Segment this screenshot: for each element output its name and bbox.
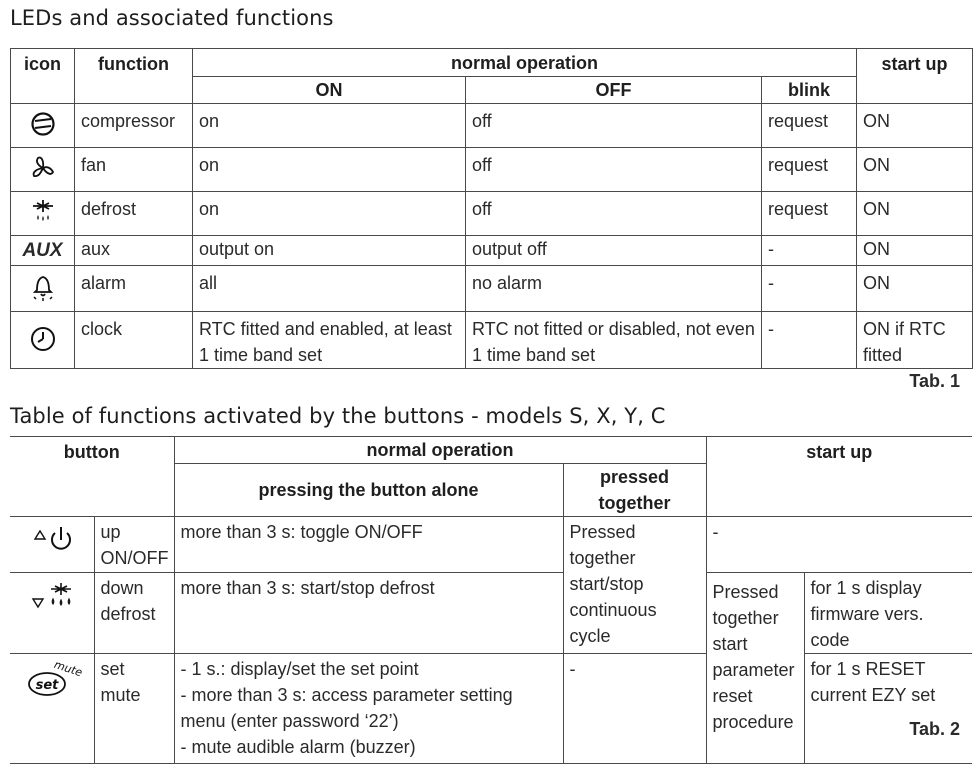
icon-cell [11,236,75,266]
button-name-cell: set mute [94,654,174,764]
function-cell: defrost [75,192,193,236]
pressed-together-cell: - [563,654,706,764]
off-cell: off [466,192,762,236]
icon-cell [11,148,75,192]
set-mute-icon [17,660,87,700]
defrost-icon [29,198,57,226]
clock-icon [29,325,57,353]
table-row [11,236,973,266]
down-defrost-icon [25,579,79,615]
on-cell: output on [193,236,466,266]
set-function-line: - more than 3 s: access parameter setting menu (enter password ‘22’) [180,685,513,731]
startup-cell: ON [857,148,973,192]
col-blink-header: blink [762,77,857,104]
on-cell: on [193,192,466,236]
blink-cell: request [762,104,857,148]
col-button-header: button [10,437,174,517]
startup-cell: ON [857,236,973,266]
table-row [10,654,972,764]
led-functions-table [10,48,973,369]
table1-label: Tab. 1 [909,371,960,391]
icon-cell [10,517,94,573]
function-cell: compressor [75,104,193,148]
icon-cell [11,192,75,236]
function-cell: aux [75,236,193,266]
set-function-line: - 1 s.: display/set the set point [180,659,419,679]
blink-cell: - [762,236,857,266]
col-normal-operation-header: normal operation [174,437,706,464]
startup-cell: ON [857,104,973,148]
blink-cell: request [762,148,857,192]
icon-cell [10,654,94,764]
pressing-alone-cell: more than 3 s: start/stop defrost [174,573,563,654]
col-pressing-alone-header: pressing the button alone [174,464,563,517]
col-function-header: function [75,49,193,104]
blink-cell: - [762,266,857,312]
pressing-alone-cell: more than 3 s: toggle ON/OFF [174,517,563,573]
blink-cell: request [762,192,857,236]
mute-text: mute [52,660,84,680]
icon-cell [11,312,75,369]
function-cell: fan [75,148,193,192]
aux-icon: AUX [22,240,63,261]
on-cell: all [193,266,466,312]
icon-cell [10,573,94,654]
set-text: set [35,678,59,693]
startup-cell: - [706,517,972,573]
icon-cell [11,104,75,148]
startup-cell: for 1 s RESET current EZY set [804,654,972,764]
set-function-line: - mute audible alarm (buzzer) [180,737,416,757]
on-cell: on [193,148,466,192]
startup-cell: for 1 s display firmware vers. code [804,573,972,654]
table-row [11,104,973,148]
off-cell: off [466,148,762,192]
blink-cell: - [762,312,857,369]
function-cell: clock [75,312,193,369]
table-row [10,573,972,654]
off-cell: no alarm [466,266,762,312]
table-row [10,517,972,573]
col-off-header: OFF [466,77,762,104]
startup-cell: ON [857,266,973,312]
function-cell: alarm [75,266,193,312]
off-cell: off [466,104,762,148]
col-pressed-together-header: pressed together [563,464,706,517]
col-startup-header: start up [857,49,973,104]
startup-pressed-together-cell: Pressed together start parameter reset procedure [706,573,804,764]
icon-cell [11,266,75,312]
col-normal-operation-header: normal operation [193,49,857,77]
pressing-alone-cell [174,654,563,764]
table-row [11,148,973,192]
up-power-icon [27,523,77,557]
alarm-bell-icon [29,272,57,302]
fan-icon [29,154,57,182]
startup-cell: ON [857,192,973,236]
on-cell: on [193,104,466,148]
col-icon-header: icon [11,49,75,104]
table2-heading: Table of functions activated by the buttons - models S, X, Y, C [10,404,666,428]
table-row [11,312,973,369]
table1-heading: LEDs and associated functions [10,6,334,30]
table-row [11,266,973,312]
compressor-icon [30,111,56,137]
off-cell: RTC not fitted or disabled, not even 1 time band set [466,312,762,369]
startup-cell: ON if RTC fitted [857,312,973,369]
button-name-cell: up ON/OFF [94,517,174,573]
button-name-cell: down defrost [94,573,174,654]
pressed-together-cell: Pressed together start/stop continuous cycle [563,517,706,654]
col-startup-header: start up [706,437,972,517]
on-cell: RTC fitted and enabled, at least 1 time band set [193,312,466,369]
col-on-header: ON [193,77,466,104]
button-functions-table [10,436,972,764]
table2-label: Tab. 2 [909,719,960,739]
off-cell: output off [466,236,762,266]
table-row [11,192,973,236]
